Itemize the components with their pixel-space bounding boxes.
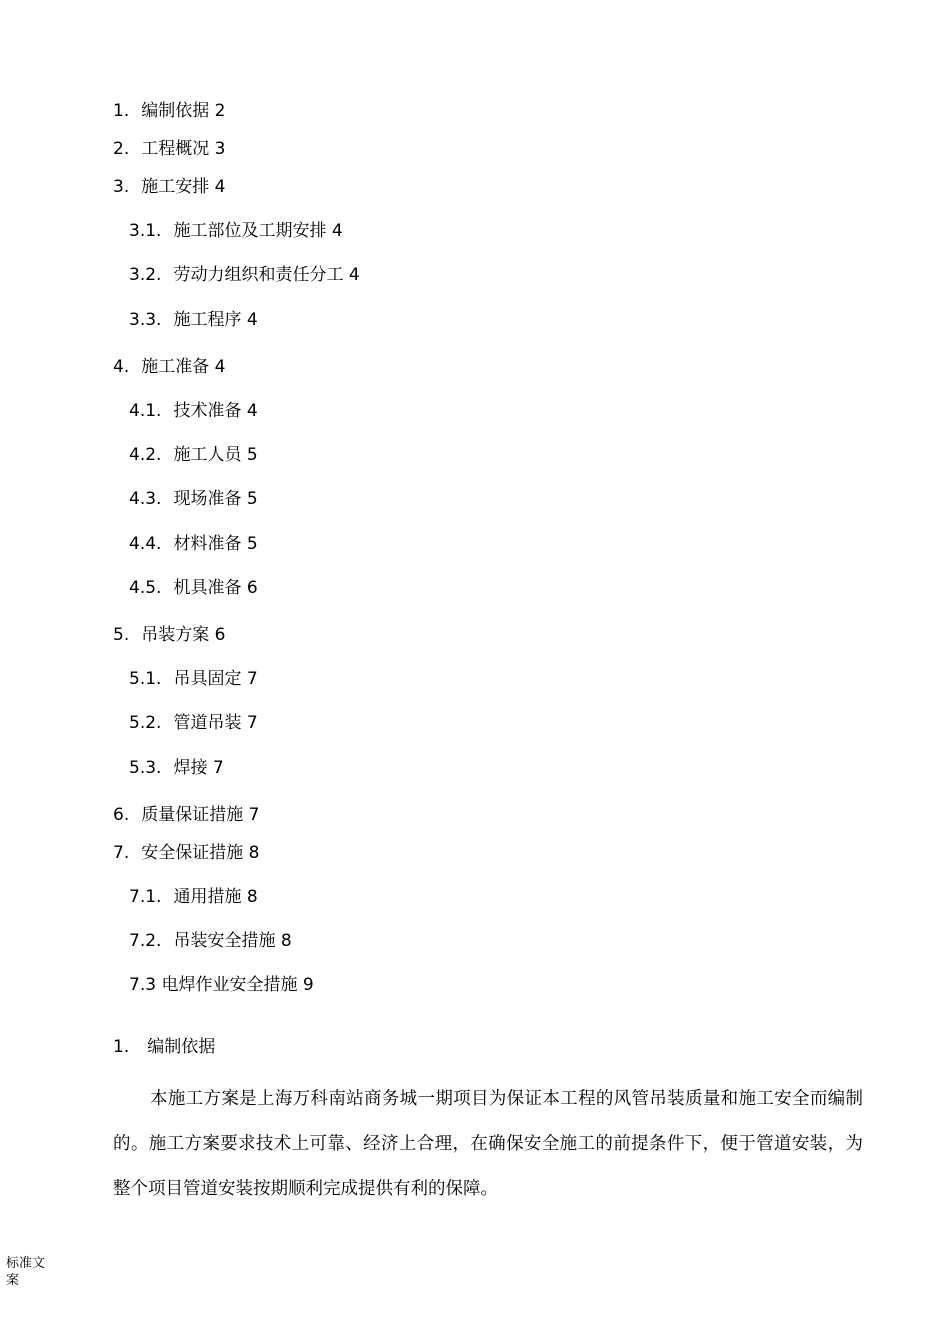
- toc-item[interactable]: [129, 445, 258, 465]
- toc-text: 施工程序 4: [173, 310, 258, 330]
- toc-text: 焊接 7: [173, 758, 224, 778]
- toc-text: 机具准备 6: [173, 578, 258, 598]
- toc-text: 施工准备 4: [141, 357, 226, 377]
- toc-text: 安全保证措施 8: [141, 843, 260, 863]
- toc-item[interactable]: [129, 401, 258, 421]
- toc-text: 吊具固定 7: [173, 669, 258, 689]
- toc-text: 现场准备 5: [173, 489, 258, 509]
- toc-number: 4.: [113, 357, 130, 377]
- toc-number: 4.2.: [129, 445, 162, 465]
- toc-number: 3.2.: [129, 265, 162, 285]
- toc-text: 通用措施 8: [173, 887, 258, 907]
- toc-item[interactable]: [113, 101, 225, 121]
- toc-number: 4.4.: [129, 534, 162, 554]
- toc-number: 7.2.: [129, 931, 162, 951]
- toc-number: 4.1.: [129, 401, 162, 421]
- toc-number: 5.2.: [129, 713, 162, 733]
- section-title: 编制依据: [147, 1037, 216, 1057]
- toc-item[interactable]: [113, 805, 259, 825]
- toc-item[interactable]: [129, 669, 258, 689]
- section-number: 1.: [113, 1037, 130, 1057]
- toc-item[interactable]: [129, 975, 314, 995]
- toc-text: 编制依据 2: [141, 101, 226, 121]
- toc-text: 施工人员 5: [173, 445, 258, 465]
- toc-number: 3.3.: [129, 310, 162, 330]
- toc-text: 7.3 电焊作业安全措施 9: [129, 975, 314, 995]
- toc-item[interactable]: [129, 887, 258, 907]
- footer-label: 标准文案: [6, 1256, 46, 1288]
- toc-item[interactable]: [129, 534, 258, 554]
- toc-text: 管道吊装 7: [173, 713, 258, 733]
- toc-item[interactable]: [113, 357, 225, 377]
- toc-number: 6.: [113, 805, 130, 825]
- toc-item[interactable]: [129, 310, 258, 330]
- toc-item[interactable]: [129, 931, 292, 951]
- toc-number: 5.3.: [129, 758, 162, 778]
- toc-text: 吊装安全措施 8: [173, 931, 292, 951]
- toc-number: 1.: [113, 101, 130, 121]
- toc-item[interactable]: [113, 843, 259, 863]
- toc-text: 施工安排 4: [141, 177, 226, 197]
- toc-number: 7.: [113, 843, 130, 863]
- section-heading: [113, 1037, 215, 1057]
- toc-number: 7.1.: [129, 887, 162, 907]
- toc-number: 5.1.: [129, 669, 162, 689]
- toc-item[interactable]: [113, 177, 225, 197]
- toc-text: 技术准备 4: [173, 401, 258, 421]
- toc-number: 5.: [113, 625, 130, 645]
- toc-item[interactable]: [129, 221, 343, 241]
- toc-item[interactable]: [129, 265, 360, 285]
- toc-text: 工程概况 3: [141, 139, 226, 159]
- toc-item[interactable]: [113, 139, 225, 159]
- toc-item[interactable]: [129, 578, 258, 598]
- toc-number: 4.5.: [129, 578, 162, 598]
- toc-text: 施工部位及工期安排 4: [173, 221, 343, 241]
- toc-item[interactable]: [129, 489, 258, 509]
- toc-text: 吊装方案 6: [141, 625, 226, 645]
- toc-number: 4.3.: [129, 489, 162, 509]
- toc-text: 材料准备 5: [173, 534, 258, 554]
- toc-item[interactable]: [113, 625, 225, 645]
- body-paragraph: 本施工方案是上海万科南站商务城一期项目为保证本工程的风管吊装质量和施工安全而编制的。施工方案要求技术上可靠、经济上合理，在确保安全施工的前提条件下，便于管道安装，为整个项目管道安装按期顺利完成提供有利的保障。: [113, 1089, 863, 1199]
- toc-text: 劳动力组织和责任分工 4: [173, 265, 360, 285]
- toc-number: 3.: [113, 177, 130, 197]
- toc-item[interactable]: [129, 758, 224, 778]
- toc-text: 质量保证措施 7: [141, 805, 260, 825]
- toc-number: 3.1.: [129, 221, 162, 241]
- toc-item[interactable]: [129, 713, 258, 733]
- toc-number: 2.: [113, 139, 130, 159]
